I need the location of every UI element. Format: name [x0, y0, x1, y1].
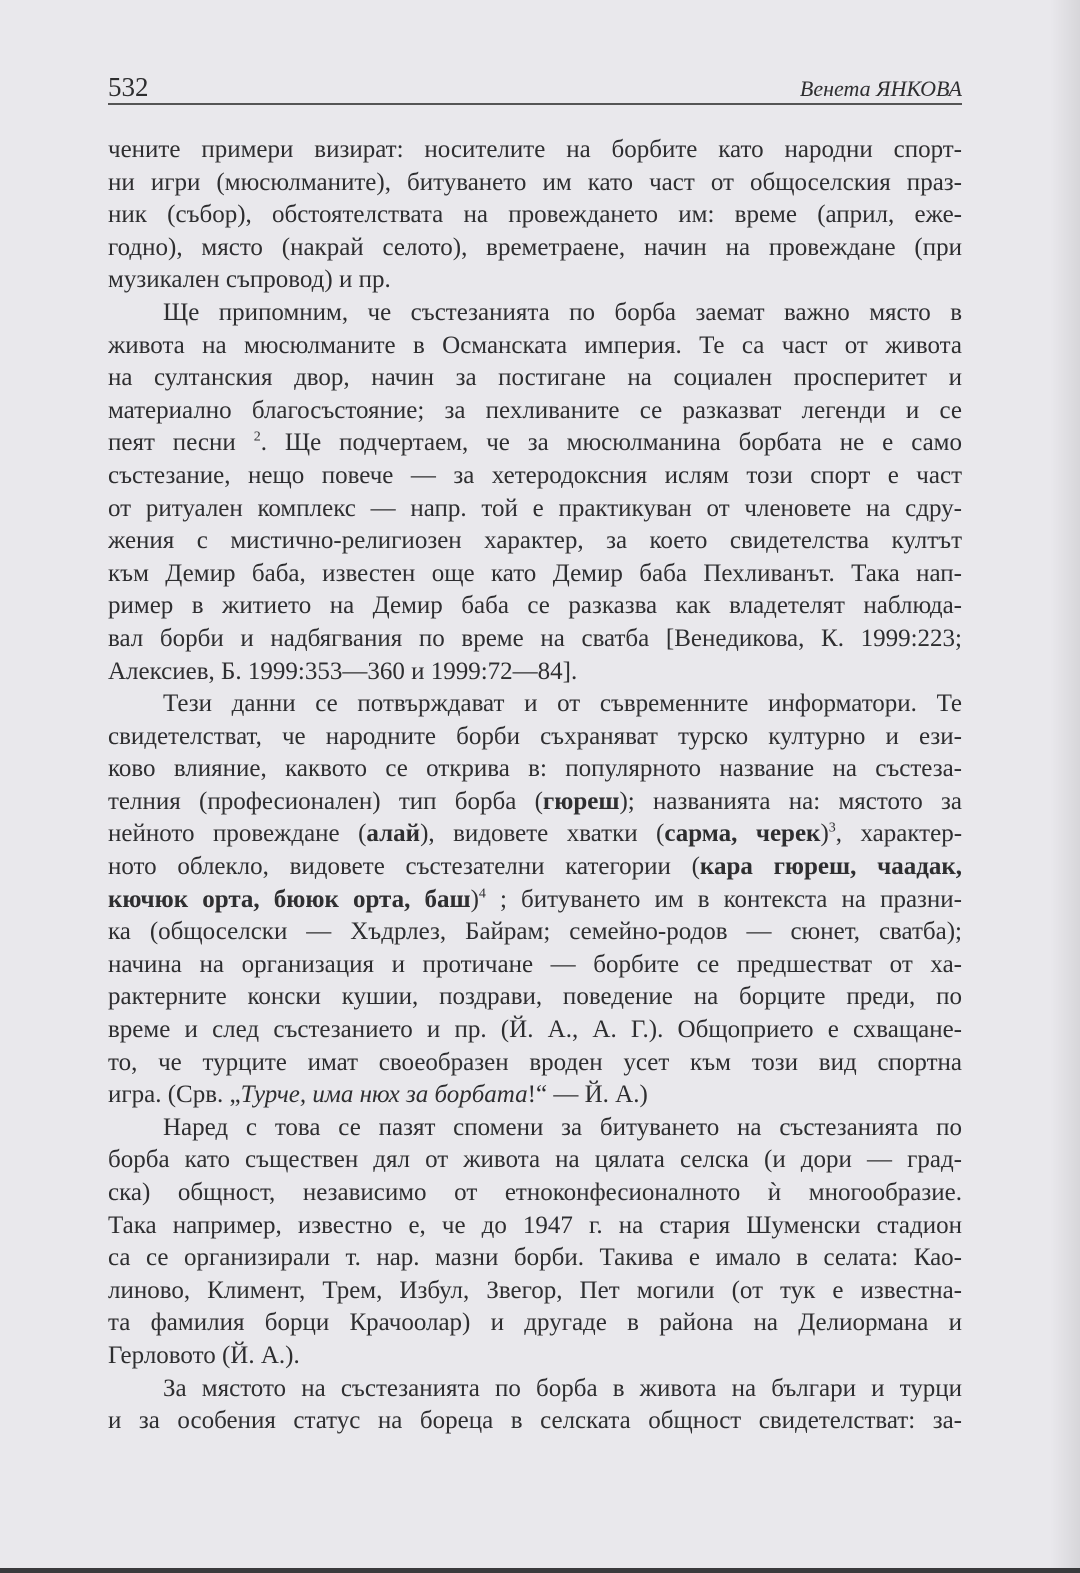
text-line [108, 264, 962, 297]
text-run: За мястото на състезанията по борба в живота на българи и турци [163, 1374, 962, 1402]
text-run: начина на организация и протичане — борбите се предшестват от ха- [108, 950, 962, 978]
text-line [108, 1373, 962, 1406]
text-run: музикален съпровод) и пр. [108, 266, 391, 294]
text-run: , характер- [835, 820, 962, 848]
text-run: линово, Климент, Трем, Избул, Звегор, Пет могили (от тук е известна- [108, 1276, 962, 1304]
text-run: ; битуването им в контекста на празни- [485, 885, 962, 913]
text-line [108, 1112, 962, 1145]
text-line [108, 753, 962, 786]
text-run: Ще припомним, че състезанията по борба заемат важно място в [163, 298, 962, 326]
text-run: ка (общоселски — Хъдрлез, Байрам; семейно-родов — сюнет, сватба); [108, 918, 962, 946]
text-line [108, 395, 962, 428]
text-run: !“ — Й. А.) [527, 1081, 648, 1109]
text-run: Наред с това се пазят спомени за битуването на състезанията по [163, 1113, 962, 1141]
text-line [108, 1014, 962, 1047]
text-line [108, 851, 962, 884]
text-run: годно), място (накрай селото), времетраене, начин на провеждане (при [108, 233, 962, 261]
page-edge-shadow [1050, 0, 1080, 1573]
paragraph [108, 1112, 962, 1373]
text-run: на султанския двор, начин за постигане на социален просперитет и [108, 364, 962, 392]
text-run: ) [470, 885, 479, 913]
text-run: ни игри (мюсюлманите), битуването им като част от общоселския праз- [108, 168, 962, 196]
text-run: ното облекло, видовете състезателни категории ( [108, 853, 700, 881]
text-line [108, 134, 962, 167]
text-line [108, 949, 962, 982]
text-line [108, 916, 962, 949]
scan-bottom-edge [0, 1568, 1080, 1573]
text-line [108, 525, 962, 558]
text-line [108, 493, 962, 526]
text-line [108, 199, 962, 232]
text-line [108, 427, 962, 460]
text-line [108, 688, 962, 721]
text-line [108, 1307, 962, 1340]
text-line [108, 1177, 962, 1210]
text-line [108, 818, 962, 851]
text-run: материално благосъстояние; за пехливаните се разказват легенди и се [108, 396, 962, 424]
text-run: и за особения статус на бореца в селската общност свидетелстват: за- [108, 1407, 962, 1435]
text-run: жения с мистично-религиозен характер, за което свидетелства култът [108, 527, 962, 555]
header-rule [108, 103, 962, 105]
text-run: от ритуален комплекс — напр. той е практикуван от членовете на сдру- [108, 494, 962, 522]
body-text [108, 134, 962, 1438]
text-run: Така например, известно е, че до 1947 г. на стария Шуменски стадион [108, 1211, 962, 1239]
bold-term: алай [366, 820, 421, 848]
text-run: ) [820, 820, 829, 848]
text-line [108, 1210, 962, 1243]
text-line [108, 1047, 962, 1080]
text-run: ример в житието на Демир баба се разказва как владетелят наблюда- [108, 592, 962, 620]
text-run: ска) общност, независимо от етноконфесионалното ѝ многообразие. [108, 1179, 962, 1206]
text-line [108, 1275, 962, 1308]
text-run: време и след състезанието и пр. (Й. А., А. Г.). Общоприето е схващане- [108, 1016, 962, 1044]
text-run: борба като съществен дял от живота на цялата селска (и дори — град- [108, 1146, 962, 1174]
text-run: вал борби и надбягвания по време на сватба [Венедикова, К. 1999:223; [108, 624, 962, 652]
text-line [108, 460, 962, 493]
text-line [108, 1242, 962, 1275]
text-run: нейното провеждане ( [108, 820, 367, 848]
text-line [108, 884, 962, 917]
text-line [108, 1144, 962, 1177]
text-line [108, 721, 962, 754]
bold-term: сарма, черек [664, 820, 821, 848]
text-line [108, 1340, 962, 1373]
bold-term: кара гюреш, чаадак, [699, 853, 962, 881]
text-line [108, 656, 962, 689]
text-run: ник (събор), обстоятелствата на провеждането им: време (април, еже- [108, 201, 962, 229]
text-line [108, 1079, 962, 1112]
text-run: ); названията на: мястото за [619, 787, 962, 815]
text-run: то, че турците имат своеобразен вроден усет към този вид спортна [108, 1048, 962, 1076]
text-line [108, 330, 962, 363]
paragraph [108, 688, 962, 1112]
text-run: Тези данни се потвърждават и от съвременните информатори. Те [163, 690, 962, 718]
text-run: . Ще подчертаем, че за мюсюлманина борбата не е само [260, 429, 962, 457]
footnote-ref: 2 [253, 430, 261, 446]
text-run: Герловото (Й. А.). [108, 1341, 300, 1369]
paragraph [108, 1373, 962, 1438]
text-run: рактерните конски кушии, поздрави, поведение на борците преди, по [108, 983, 962, 1011]
text-run: живота на мюсюлманите в Османската империя. Те са част от живота [108, 331, 962, 359]
text-run: Алексиев, Б. 1999:353—360 и 1999:72—84]. [108, 657, 578, 685]
text-run: чените примери визират: носителите на борбите като народни спорт- [108, 136, 962, 163]
footnote-ref: 3 [828, 821, 836, 837]
text-line [108, 623, 962, 656]
page-number: 532 [108, 72, 149, 102]
text-line [108, 590, 962, 623]
text-run: свидетелстват, че народните борби съхраняват турско културно и ези- [108, 722, 962, 750]
text-run: телния (професионален) тип борба ( [108, 787, 543, 815]
text-line [108, 981, 962, 1014]
text-run: пеят песни [108, 429, 254, 457]
text-line [108, 167, 962, 200]
text-run: са се организирали т. нар. мазни борби. Такива е имало в селата: Као- [108, 1244, 962, 1272]
text-run: игра. (Срв. „ [108, 1081, 241, 1109]
text-run: ково влияние, каквото се открива в: популярното название на състеза- [108, 755, 962, 783]
text-line [108, 232, 962, 265]
paragraph [108, 134, 962, 297]
text-run: ), видовете хватки ( [420, 820, 665, 848]
text-line [108, 1405, 962, 1438]
text-run: състезание, нещо повече — за хетеродоксния ислям този спорт е част [108, 461, 962, 489]
text-line [108, 297, 962, 330]
text-run: към Демир баба, известен още като Демир баба Пехливанът. Така нап- [108, 559, 962, 587]
text-run: та фамилия борци Крачоолар) и другаде в района на Делиормана и [108, 1309, 962, 1337]
italic-quote: Турче, има нюх за борбата [240, 1081, 528, 1109]
text-line [108, 786, 962, 819]
footnote-ref: 4 [478, 886, 486, 902]
bold-term: гюреш [542, 787, 620, 815]
text-line [108, 362, 962, 395]
paragraph [108, 297, 962, 688]
bold-term: кючюк орта, бююк орта, баш [108, 885, 471, 913]
text-line [108, 558, 962, 591]
running-head-author: Венета ЯНКОВА [799, 76, 962, 101]
